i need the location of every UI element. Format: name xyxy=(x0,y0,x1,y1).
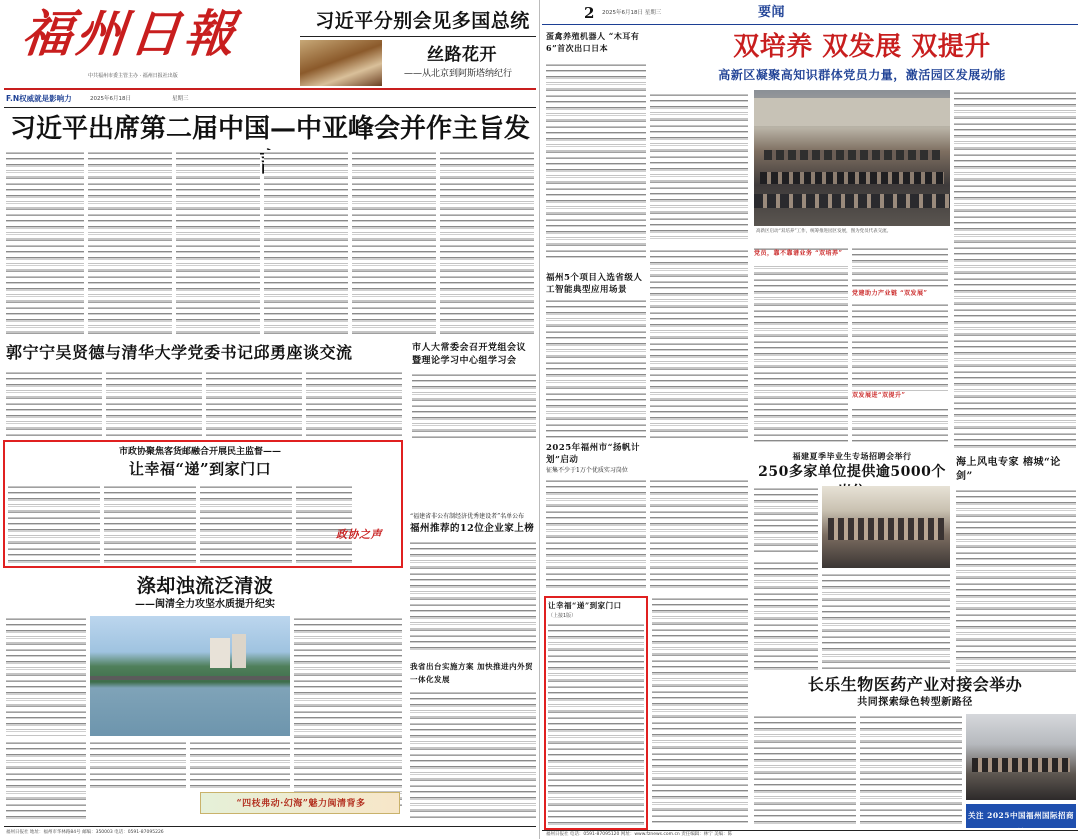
boxed-logo: 政协之声 xyxy=(336,528,382,541)
left-headline-3-sub: 征集不少于1万个优质实习岗位 xyxy=(546,467,628,474)
headline-3: 市人大常委会召开党组会议 暨理论学习中心组学习会 xyxy=(412,343,527,366)
bottom-headline: 长乐生物医药产业对接会举办 xyxy=(807,675,1023,694)
bottom-banner xyxy=(966,804,1076,836)
left-footer: 福州日报社 地址：福州市华林路84号 邮编：350003 电话：0591-87095226 xyxy=(6,830,164,835)
section-name: 要闻 xyxy=(758,5,786,20)
side-headline: 海上风电专家 榕城“论剑” xyxy=(956,457,1061,482)
section-tag: F.N权威就是影响力 xyxy=(6,94,72,103)
mid-headline: 250多家单位提供逾5000个 xyxy=(758,464,946,480)
ad-strip xyxy=(200,792,400,814)
right-footer: 福州日报社 电话：0591-87095120 网址：www.fznews.com.cn 责任编辑：林宁 美编：陈 xyxy=(546,832,733,837)
subhead-c: 双发展进“双提升” xyxy=(852,392,948,406)
river-title: 涤却浊流泛清波 xyxy=(136,575,274,597)
river-photo xyxy=(90,616,290,736)
ad-text: “四枝弗动·幻海”魅力闽清背多 xyxy=(236,799,366,809)
date-line: 2025年6月18日 xyxy=(90,96,131,102)
masthead-photo xyxy=(300,40,382,86)
photo-caption: 高新区启动“双培养”工作，统筹推进园区发展，图为党员代表交流。 xyxy=(756,229,892,234)
title-main: 双培养 双发展 双提升 xyxy=(733,32,991,62)
bottom-sub: 共同探索绿色转型新路径 xyxy=(857,697,973,708)
subhead-b: 党建助力产业链 “双发展” xyxy=(852,290,948,304)
page-number: 2 xyxy=(584,4,595,22)
meeting-photo xyxy=(754,90,950,226)
main-headline: 习近平出席第二届中国—中亚峰会并作主旨发 xyxy=(10,114,531,144)
left-headline-3: 2025年福州市“扬帆计划”启动 xyxy=(546,443,641,465)
header-date: 2025年6月18日 星期三 xyxy=(602,10,662,16)
feature-title: 丝路花开 xyxy=(427,45,497,65)
recommend-kicker: “福建省非公有制经济优秀建设者”名单公布 xyxy=(410,513,525,520)
bottom-photo xyxy=(966,714,1076,800)
recommend-headline: 福州推荐的12位企业家上榜 xyxy=(410,523,535,534)
headline-2: 郭宁宁吴贤德与清华大学党委书记邱勇座谈交流 xyxy=(6,343,353,362)
left-headline-2: 福州5个项目入选省级人工智能典型应用场景 xyxy=(546,273,643,295)
job-fair-photo xyxy=(822,486,950,568)
left-headline-1: 蛋禽养殖机器人 “木耳有6”首次出口日本 xyxy=(546,31,640,53)
right-page xyxy=(542,0,1080,839)
weekday: 星期三 xyxy=(172,96,189,102)
boxed-continuation-sub: （上接1版） xyxy=(548,613,577,619)
small-headline: 我省出台实施方案 加快推进内外贸一体化发展 xyxy=(410,662,534,684)
feature-subtitle: ——从北京到阿斯塔纳纪行 xyxy=(403,69,512,79)
top-headline: 习近平分别会见多国总统 xyxy=(315,10,530,32)
river-subtitle: ——闽清全力攻坚水质提升纪实 xyxy=(135,599,275,610)
subhead-a: 党员，靠不靠谱业务 “双培养” xyxy=(754,250,848,264)
title-sub: 高新区凝聚高知识群体党员力量，激活园区发展动能 xyxy=(718,68,1006,82)
banner-text: 关注 2025中国福州国际招商月 xyxy=(968,811,1074,836)
masthead-logo: 福州日報 xyxy=(19,4,242,63)
boxed-kicker: 市政协聚焦客货邮融合开展民主监督—— xyxy=(118,447,281,457)
publisher-line: 中共福州市委主管主办 · 福州日报社出版 xyxy=(88,73,178,79)
boxed-headline: 让幸福“递”到家门口 xyxy=(128,460,272,478)
mid-kicker: 福建夏季毕业生专场招聘会举行 xyxy=(792,451,912,461)
boxed-continuation-headline: 让幸福“递”到家门口 xyxy=(548,601,622,610)
